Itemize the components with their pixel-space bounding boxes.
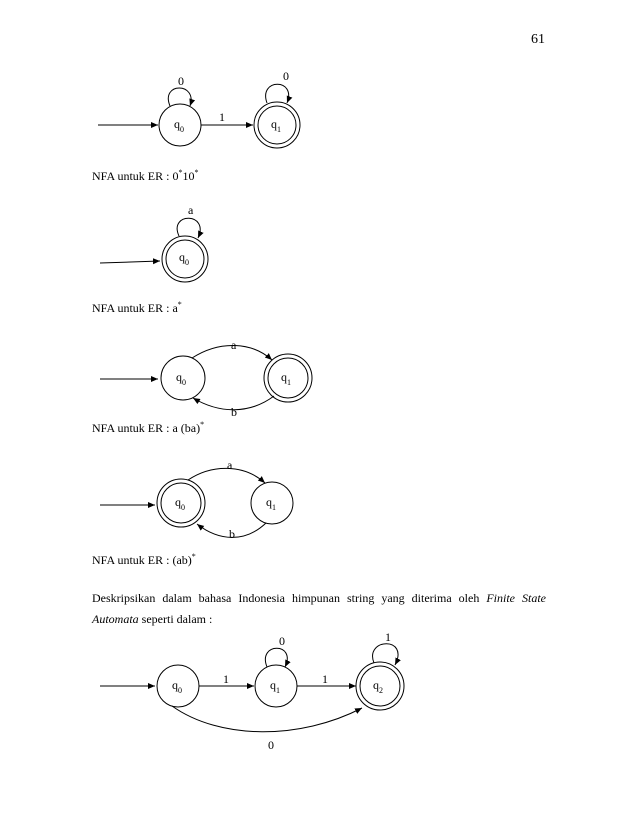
- transition-label: 1: [385, 630, 391, 644]
- transition-label: a: [188, 203, 194, 217]
- page-number: 61: [531, 32, 545, 47]
- caption-1: NFA untuk ER : 0*10*: [92, 168, 199, 183]
- self-loop-q0: [168, 88, 191, 106]
- state-label-q1: $q_1$: [281, 370, 291, 387]
- state-label-q1: $q_1$: [266, 495, 276, 512]
- state-label-q1: $q_1$: [270, 678, 280, 695]
- transition-label: 0: [283, 69, 289, 83]
- paragraph-line-2: Automata seperti dalam :: [92, 612, 213, 626]
- transition-label: b: [229, 527, 235, 541]
- transition-label: 0: [268, 738, 274, 752]
- transition-label: 1: [322, 672, 328, 686]
- caption-4: NFA untuk ER : (ab)*: [92, 552, 196, 567]
- caption-3: NFA untuk ER : a (ba)*: [92, 420, 205, 435]
- state-label-q0: $q_0$: [179, 250, 189, 267]
- start-arrow: [100, 261, 160, 263]
- transition-label: a: [231, 338, 237, 352]
- transition-label: 1: [223, 672, 229, 686]
- state-label-q2: $q_2$: [373, 678, 383, 695]
- transition-label: 0: [178, 74, 184, 88]
- paragraph-line-1: Deskripsikan dalam bahasa Indonesia himpunan string yang diterima oleh Finite State: [92, 591, 547, 605]
- self-loop-q0: [177, 218, 200, 238]
- transition-label: b: [231, 405, 237, 419]
- state-label-q0: $q_0$: [176, 370, 186, 387]
- state-label-q1: $q_1$: [271, 117, 281, 134]
- transition-label: 0: [279, 634, 285, 648]
- transition-q0-q2: [172, 706, 362, 732]
- state-label-q0: $q_0$: [174, 117, 184, 134]
- state-label-q0: $q_0$: [172, 678, 182, 695]
- state-label-q0: $q_0$: [175, 495, 185, 512]
- caption-2: NFA untuk ER : a*: [92, 300, 182, 315]
- transition-label: 1: [219, 110, 225, 124]
- transition-label: a: [227, 458, 233, 472]
- self-loop-q1: [265, 648, 287, 667]
- self-loop-q1: [266, 84, 289, 103]
